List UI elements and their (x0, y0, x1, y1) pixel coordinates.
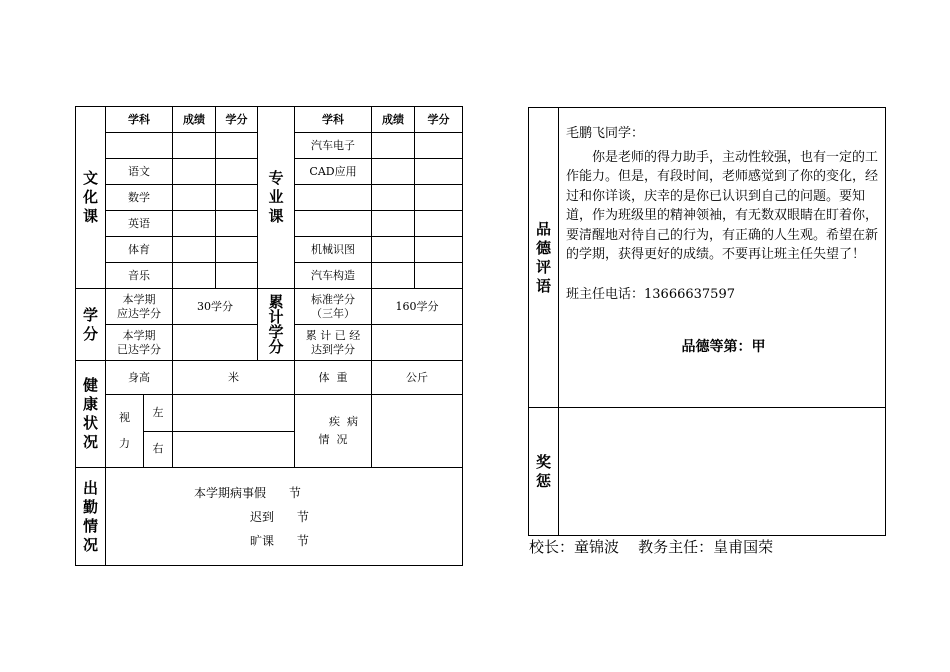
culture-subject: 音乐 (106, 263, 173, 289)
credit-cell (216, 185, 258, 211)
major-subject: 汽车电子 (295, 133, 372, 159)
credit-cell (415, 185, 463, 211)
comment-body: 你是老师的得力助手，主动性较强，也有一定的工作能力。但是，有段时间，老师感觉到了你的变化，经过和你详谈，庆幸的是你已认识到自己的问题。要知道，作为班级里的精神领袖，有无数双眼睛在盯着你，要清醒地对待自己的行为，有正确的人生观。希望在新的学期，获得更好的成绩。不要再让班主任失望了！ (566, 149, 879, 262)
attendance-late: 迟到 节 (250, 509, 309, 524)
comment-greeting: 毛鹏飞同学： (566, 126, 645, 141)
credit-cell (216, 237, 258, 263)
score-cell (372, 159, 415, 185)
credit-cell (415, 263, 463, 289)
credit-cell (216, 159, 258, 185)
culture-courses-label: 文 化 课 (76, 107, 106, 289)
score-cell (173, 263, 216, 289)
conduct-comment-cell (559, 108, 886, 408)
achieved-credit-label: 本学期 已达学分 (106, 325, 173, 361)
header-score: 成绩 (372, 107, 415, 133)
major-subject (295, 185, 372, 211)
score-cell (173, 159, 216, 185)
reward-punishment-label: 奖 惩 (529, 408, 559, 536)
score-cell (372, 133, 415, 159)
major-subject: 机械识图 (295, 237, 372, 263)
credit-cell (216, 133, 258, 159)
should-achieve-credit-label: 本学期 应达学分 (106, 289, 173, 325)
table-row (529, 408, 886, 536)
table-row (76, 468, 463, 566)
table-row (529, 108, 886, 408)
should-achieve-credit-value: 30学分 (173, 289, 258, 325)
score-cell (372, 237, 415, 263)
student-record-right-table (528, 107, 886, 536)
table-row (76, 361, 463, 395)
height-label: 身高 (106, 361, 173, 395)
header-credit: 学分 (415, 107, 463, 133)
culture-subject: 数学 (106, 185, 173, 211)
health-label: 健 康 状 况 (76, 361, 106, 468)
attendance-absent: 旷课 节 (250, 533, 309, 548)
standard-credit-label: 标准学分 （三年） (295, 289, 372, 325)
standard-credit-value: 160学分 (372, 289, 463, 325)
header-subject: 学科 (106, 107, 173, 133)
credits-label: 学 分 (76, 289, 106, 361)
table-row (76, 395, 463, 432)
signature-line: 校长：童锦波 教务主任：皇甫国荣 (529, 538, 774, 556)
conduct-comment-label: 品 德 评 语 (529, 108, 559, 408)
score-cell (173, 211, 216, 237)
disease-label: 疾 病 情 况 (295, 395, 372, 468)
right-eye-value (173, 431, 295, 468)
cumulative-credits-label: 累 计 学 分 (258, 289, 295, 361)
major-courses-label: 专 业 课 (258, 107, 295, 289)
attendance-label: 出 勤 情 况 (76, 468, 106, 566)
header-score: 成绩 (173, 107, 216, 133)
header-credit: 学分 (216, 107, 258, 133)
credit-cell (415, 133, 463, 159)
credit-cell (415, 237, 463, 263)
culture-subject (106, 133, 173, 159)
weight-unit: 公斤 (372, 361, 463, 395)
credit-cell (415, 159, 463, 185)
score-cell (173, 133, 216, 159)
weight-label: 体 重 (295, 361, 372, 395)
cumulative-achieved-value (372, 325, 463, 361)
left-eye-label: 左 (144, 395, 173, 432)
credit-cell (216, 211, 258, 237)
score-cell (173, 237, 216, 263)
height-unit: 米 (173, 361, 295, 395)
score-cell (372, 185, 415, 211)
student-record-left-table (75, 106, 463, 566)
vision-label: 视 力 (106, 395, 144, 468)
attendance-content (106, 468, 463, 566)
achieved-credit-value (173, 325, 258, 361)
reward-punishment-content (559, 408, 886, 536)
credit-cell (415, 211, 463, 237)
major-subject: 汽车构造 (295, 263, 372, 289)
left-eye-value (173, 395, 295, 432)
culture-subject: 体育 (106, 237, 173, 263)
score-cell (372, 211, 415, 237)
culture-subject: 语文 (106, 159, 173, 185)
score-cell (173, 185, 216, 211)
table-row (76, 289, 463, 325)
disease-value (372, 395, 463, 468)
culture-subject: 英语 (106, 211, 173, 237)
score-cell (372, 263, 415, 289)
credit-cell (216, 263, 258, 289)
teacher-phone: 班主任电话：13666637597 (566, 286, 735, 302)
major-subject (295, 211, 372, 237)
attendance-leave: 本学期病事假 节 (194, 485, 301, 500)
major-subject: CAD应用 (295, 159, 372, 185)
cumulative-achieved-label: 累 计 已 经 达到学分 (295, 325, 372, 361)
conduct-grade: 品德等第：甲 (681, 339, 766, 355)
header-subject: 学科 (295, 107, 372, 133)
right-eye-label: 右 (144, 431, 173, 468)
